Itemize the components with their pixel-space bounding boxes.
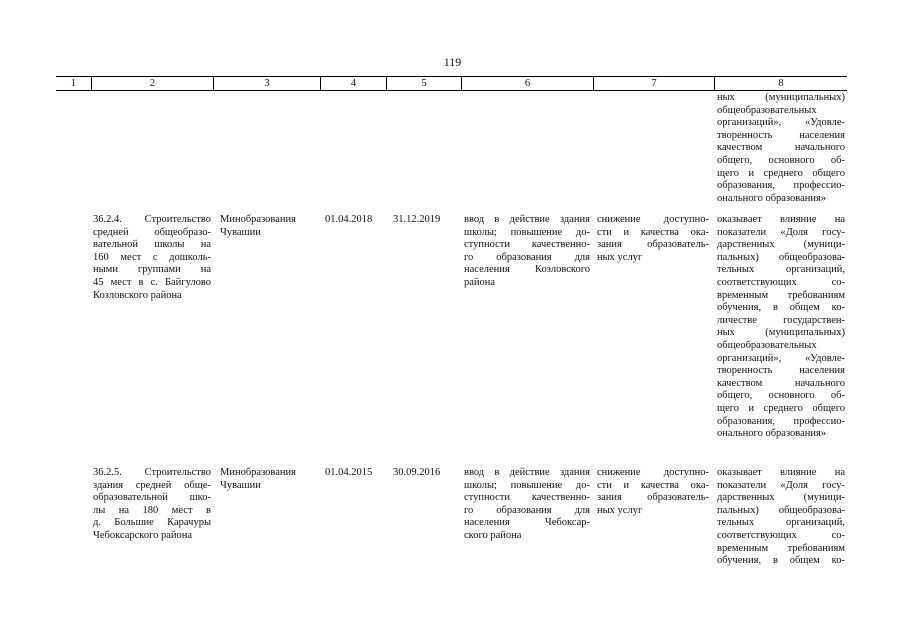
text-line: района [464,276,496,288]
text-line: 45 мест в с. Байгулово [93,276,211,288]
text-line: тельных организаций, [717,517,845,529]
text-line: показатели «Доля госу- [717,226,845,238]
text-line: пальных) общеобразова- [717,251,845,263]
text-line: Минобразования [220,467,296,478]
text-line: показатели «Доля госу- [717,479,845,491]
text-line: общеобразовательных [717,339,817,351]
start-date: 01.04.2018 [325,214,373,225]
text-line: зания образователь- [597,239,709,251]
text-line: снижение доступно- [597,467,709,478]
column-header-2: 2 [91,77,213,90]
text-line: ввод в действие здания [464,214,590,225]
executor [220,214,320,239]
end-date: 30.09.2016 [393,467,441,478]
text-line: населения Чебоксар- [464,517,590,529]
text-line: здания средней обще- [93,479,211,491]
text-line: го образования для [464,251,590,263]
text-line: организаций», «Удовле- [717,352,845,364]
text-line: щего и среднего общего [717,402,845,414]
column-header-1: 1 [70,78,77,89]
expected-result [464,467,590,543]
text-line: оказывает влияние на [717,467,845,478]
text-line: ными группами на [93,264,211,276]
text-line: образовательной шко- [93,492,211,504]
text-line: онального образования» [717,428,827,440]
text-line: качеством начального [717,377,845,389]
text-line: средней общеобразо- [93,226,211,238]
text-line: ных (муниципальных) [717,327,845,339]
text-line: образования, профессио- [717,180,845,192]
text-line: ных услуг [597,504,643,516]
text-line: щего и среднего общего [717,167,845,179]
executor [220,467,320,492]
non-implementation-consequence [597,214,709,264]
text-line: образования, профессио- [717,415,845,427]
text-line: Чувашии [220,226,261,238]
text-line: качеством начального [717,142,845,154]
text-line: Чебоксарского района [93,529,193,541]
text-line: общего, основного об- [717,390,845,402]
non-implementation-consequence [597,467,709,517]
text-line: пальных) общеобразова- [717,504,845,516]
impact-on-indicators [717,467,845,568]
measure-name [93,214,211,302]
text-line: Козловского района [93,289,182,301]
text-line: школы; повышение до- [464,479,590,491]
text-line: общего, основного об- [717,154,845,166]
table-header-row [56,76,847,91]
text-line: 36.2.5. Строительство [93,467,211,478]
column-header-7: 7 [593,77,714,90]
text-line: творенность населения [717,129,845,141]
text-line: временным требованиям [717,289,845,301]
column-header-3: 3 [213,77,320,90]
text-line: онального образования» [717,192,827,204]
text-line: ввод в действие здания [464,467,590,478]
text-line: ных услуг [597,251,643,263]
expected-result [464,214,590,290]
text-line: оказывает влияние на [717,214,845,225]
text-line: лы на 180 мест в [93,504,211,516]
text-line: временным требованиям [717,542,845,554]
continuation-impact [717,92,845,205]
text-line: населения Козловского [464,264,590,276]
text-line: го образования для [464,504,590,516]
text-line: дарственных (муници- [717,492,845,504]
text-line: ступности качественно- [464,492,590,504]
text-line: соответствующих со- [717,529,845,541]
text-line: ского района [464,529,522,541]
text-line: дарственных (муници- [717,239,845,251]
text-line: общеобразовательных [717,104,817,116]
page-number: 119 [443,55,462,69]
start-date: 01.04.2015 [325,467,373,478]
text-line: ных (муниципальных) [717,92,845,103]
text-line: Чувашии [220,479,261,491]
impact-on-indicators [717,214,845,441]
text-line: 160 мест с дошколь- [93,251,211,263]
text-line: зания образователь- [597,492,709,504]
measure-name [93,467,211,543]
text-line: организаций», «Удовле- [717,117,845,129]
column-header-4: 4 [320,77,386,90]
text-line: 36.2.4. Строительство [93,214,211,225]
text-line: д. Большие Карачуры [93,517,211,529]
text-line: снижение доступно- [597,214,709,225]
column-header-5: 5 [386,77,461,90]
text-line: обучения, в общем ко- [717,302,845,314]
text-line: творенность населения [717,365,845,377]
text-line: тельных организаций, [717,264,845,276]
text-line: ступности качественно- [464,239,590,251]
text-line: личестве государствен- [717,314,845,326]
text-line: соответствующих со- [717,276,845,288]
text-line: сти и качества ока- [597,226,709,238]
column-header-8: 8 [714,77,847,90]
column-header-6: 6 [461,77,593,90]
text-line: вательной школы на [93,239,211,251]
text-line: Минобразования [220,214,296,225]
text-line: сти и качества ока- [597,479,709,491]
end-date: 31.12.2019 [393,214,441,225]
text-line: обучения, в общем ко- [717,555,845,567]
text-line: школы; повышение до- [464,226,590,238]
